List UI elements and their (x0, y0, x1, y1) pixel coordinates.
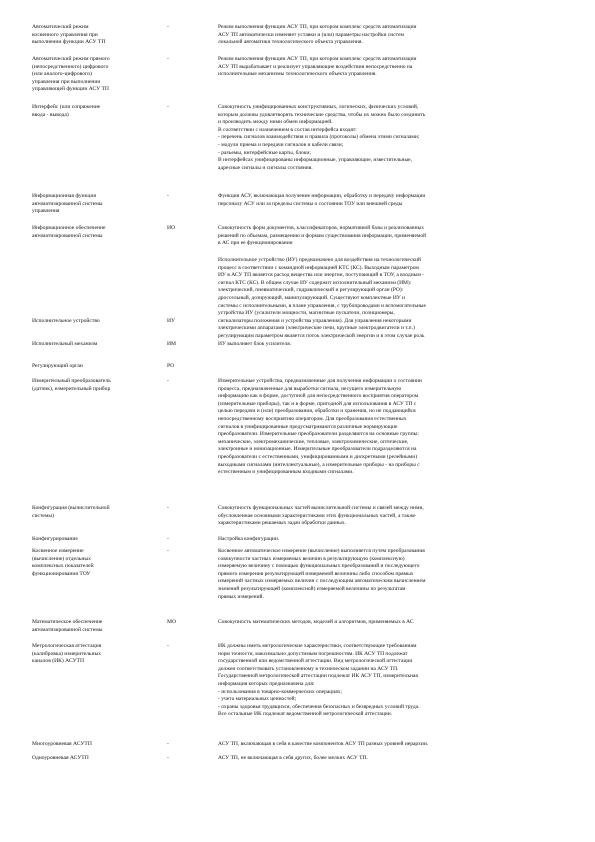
term-executive-device: Исполнительное устройство (32, 317, 100, 324)
entry-term: Математическое обеспечение автоматизированной системы (32, 619, 103, 633)
entry-term: Метрологическая аттестация (калибровка) измерительных каналов (ИК) АСУТП (32, 643, 102, 665)
entry-abbreviation: - (167, 643, 169, 649)
entry-abbreviation: МО (167, 619, 177, 625)
entry-definition: АСУ ТП, не включающая в себя других, более мелких АСУ ТП. (218, 755, 368, 761)
entry-term: Автоматический режим прямого (непосредственного) цифрового (или аналого-цифрового) управления при выполнении управляющей функции АСУ ТП (32, 56, 110, 93)
entry-definition: Совокупность математических методов, моделей и алгоритмов, применяемых в АС (218, 619, 414, 625)
entry-term: Конфигурация (вычислительной системы) (32, 505, 110, 519)
term-regulating-body: Регулирующий орган (32, 363, 83, 370)
term-executive-mechanism: Исполнительный механизм (32, 340, 98, 347)
entry-abbreviation: - (167, 378, 169, 384)
entry-term: Одноуровневая АСУТП (32, 755, 89, 761)
entry-definition: Исполнительное устройство (ИУ) предназначено для воздействия на технологический процесс в соответствии с командной информацией КТС (КС). Выходным параметром ИУ в АСУ ТП является расход вещества или энергии, поступающий в ТОУ, а входным - сигнал КТС (КС). В общем случае ИУ содержит исполнительный механизм (ИМ): электрический, пневматический, гидравлический и регулирующий орган (РО): дроссельный, дозирующий, манипулирующий. Существуют комплектные ИУ и системы с исполнительными, в плане управления, с трубопроводами и вспомогательные устройства ИУ (усилители мощности, магнитные пускатели, позиционеры, сигнализаторы положения и устройства управления). Для управления некоторыми электрическими аппаратами (электрические печи, крупные электродвигатели и т.п.) регулирующим параметром является поток электрической энергии и в этом случае роль ИУ выполняет блок усилителя. (218, 257, 426, 347)
entry-definition: Настройка конфигурации. (218, 536, 280, 542)
entry-term: Многоуровневая АСУТП (32, 741, 92, 747)
entry-term: Интерфейс (или сопряжение ввода - вывода) (32, 104, 101, 118)
entry-term: Автоматический режим косвенного управления при выполнении функции АСУ ТП (32, 24, 106, 46)
entry-term: Конфигурирование (32, 536, 78, 542)
entry-abbreviation: - (167, 505, 169, 511)
entry-abbreviation: ИУ ИМ РО (167, 317, 177, 370)
entry-definition: Косвенное автоматическое измерение (вычисление) выполняется путем преобразования совокупности частных измеряемых величин в результирующую (комплексную) измеряемую величину с помощью функциональных преобразований и последующего прямого измерения результирующей измеряемой величины либо способом прямых измерений частных измеряемых величин с последующим автоматическим вычислением значений результирующей (комплексной) измеряемой величины по результатам прямых измерений. (218, 548, 426, 600)
entry-abbreviation: - (167, 193, 169, 199)
entry-term: Измерительный преобразователь (датчик), измерительный прибор (32, 378, 111, 392)
entry-abbreviation: - (167, 741, 169, 747)
entry-term: Информационное обеспечение автоматизированной системы (32, 225, 106, 239)
entry-term: Информационная функция автоматизированной системы управления (32, 193, 103, 215)
entry-abbreviation: - (167, 24, 169, 30)
entry-term (32, 257, 160, 371)
entry-definition: АСУ ТП, включающая в себя в качестве компонентов АСУ ТП разных уровней иерархии. (218, 741, 429, 747)
entry-definition: Совокупность форм документов, классификаторов, нормативной базы и реализованных решений по объемам, размещению и формам существования информации, применяемой в АС при ее функционировании (218, 225, 427, 247)
entry-definition: Функция АСУ, включающая получение информации, обработку и передачу информации персоналу АСУ или за пределы системы о состоянии ТОУ или внешней среды (218, 193, 426, 207)
entry-abbreviation: ИО (167, 225, 176, 231)
entry-definition: Совокупность унифицированных конструктивных, логических, физических условий, которым должны удовлетворять технические средства, чтобы их можно было соединить и производить между ними обмен информацией. В соответствии с назначением в состав интерфейса входят: - перечень сигналов взаимодействия и правила (протоколы) обмена этими сигналами; - модули приема и передачи сигналов и кабели связи; - разъемы, интерфейсные карты, блоки; В интерфейсах унифицированы информационные, управляющие, известительные, адресные сигналы и сигналы состояния. (218, 104, 426, 171)
entry-abbreviation: - (167, 56, 169, 62)
entry-definition: ИК должны иметь метрологические характеристики, соответствующие требованиям норм точности, максимально допустимым погрешностям. ИК АСУ ТП подлежат государственной или ведомственной аттестации. Вид метрологической аттестации должен соответствовать установленному в техническом задании на АСУ ТП. Государственной метрологической аттестации подлежат ИК АСУ ТП, измерительная информация которых предназначена для: - использования в товарно-коммерческих операциях; - учета материальных ценностей; - охраны здоровья трудящихся, обеспечения безопасных и безвредных условий труда. Все остальные ИК подлежат ведомственной метрологической аттестации. (218, 643, 420, 718)
entry-abbreviation: - (167, 548, 169, 554)
entry-definition: Измерительные устройства, предназначенные для получения информации о состоянии процесса, предназначенные для выработки сигнала, несущего измерительную информацию как в форме, доступной для непосредственного восприятия оператором (измерительные приборы), так и в форме, пригодной для использования в АСУ ТП с целью передачи и (или) преобразования, обработки и хранения, но не поддающийся непосредственному восприятию оператором. Для преобразования естественных сигналов в унифицированные предусматриваются различные нормирующие преобразователи. Измерительные преобразователи разделяются на основные группы: механические, электромеханические, тепловые, электрохимические, оптические, электронные и ионизационные. Измерительные преобразователи подразделяются на преобразователи с естественными, унифицированными и дискретными (релейными) выходными сигналами (интеллектуальные), а измерительные приборы - на приборы с естественным и унифицированным входными сигналами. (218, 378, 422, 476)
entry-definition: Режим выполнения функции АСУ ТП, при котором комплекс средств автоматизации АСУ ТП автоматически изменяет уставки и (или) параметры настройки систем локальной автоматики технологического объекта управления. (218, 24, 417, 46)
entry-abbreviation: - (167, 104, 169, 110)
entry-abbreviation: - (167, 755, 169, 761)
entry-definition: Режим выполнения функции АСУ ТП, при котором комплекс средств автоматизации АСУ ТП вырабатывает и реализует управляющие воздействия непосредственно на исполнительные механизмы технологического объекта управления. (218, 56, 417, 78)
entry-abbreviation: - (167, 536, 169, 542)
entry-definition: Совокупность функциональных частей вычислительной системы и связей между ними, обусловленная основными характеристиками этих функциональных частей, а также характеристиками решаемых задач обработки данных. (218, 505, 424, 527)
entry-term: Косвенное измерение (вычисление) отдельных комплексных показателей функционирования ТОУ (32, 548, 94, 577)
